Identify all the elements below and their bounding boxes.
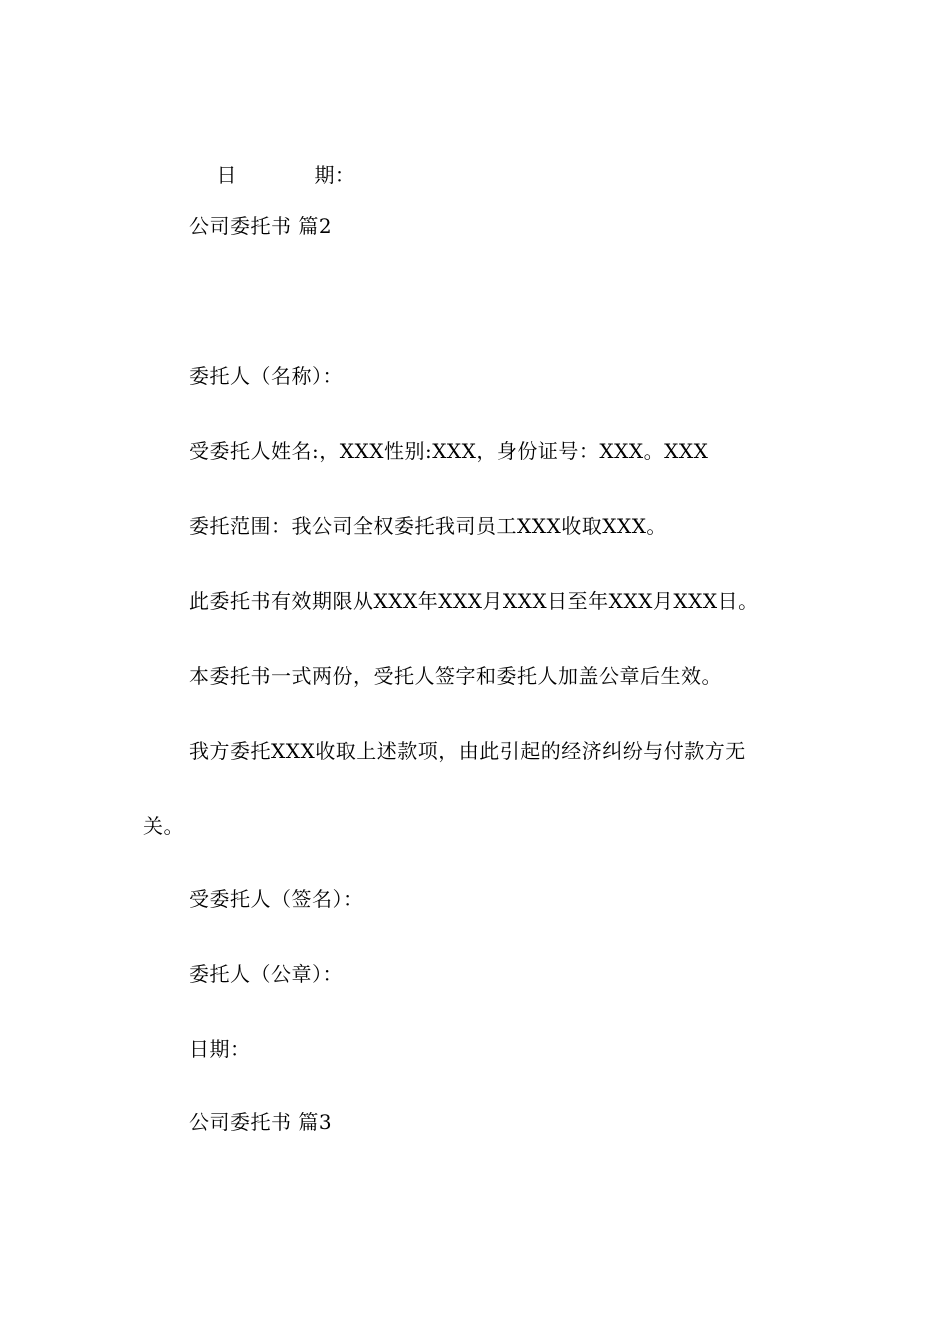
section-heading-2: 公司委托书 篇2 — [189, 214, 333, 238]
scope-line: 委托范围：我公司全权委托我司员工XXX收取XXX。 — [189, 514, 667, 538]
date-line-top — [189, 139, 355, 211]
disclaimer-line-1: 我方委托XXX收取上述款项，由此引起的经济纠纷与付款方无 — [189, 739, 746, 763]
agent-info-line: 受委托人姓名:，XXX性别:XXX，身份证号：XXX。XXX — [189, 439, 709, 463]
copies-line: 本委托书一式两份，受托人签字和委托人加盖公章后生效。 — [189, 664, 722, 688]
principal-seal-line: 委托人（公章）： — [189, 962, 343, 986]
date-char-2: 期： — [314, 163, 356, 187]
disclaimer-line-2: 关。 — [143, 814, 184, 838]
date-line-bottom: 日期： — [189, 1037, 251, 1061]
principal-name-line: 委托人（名称）： — [189, 364, 343, 388]
validity-line: 此委托书有效期限从XXX年XXX月XXX日至年XXX月XXX日。 — [189, 589, 759, 613]
date-char-1: 日 — [216, 163, 237, 187]
section-heading-3: 公司委托书 篇3 — [189, 1110, 333, 1134]
agent-signature-line: 受委托人（签名）： — [189, 887, 364, 911]
